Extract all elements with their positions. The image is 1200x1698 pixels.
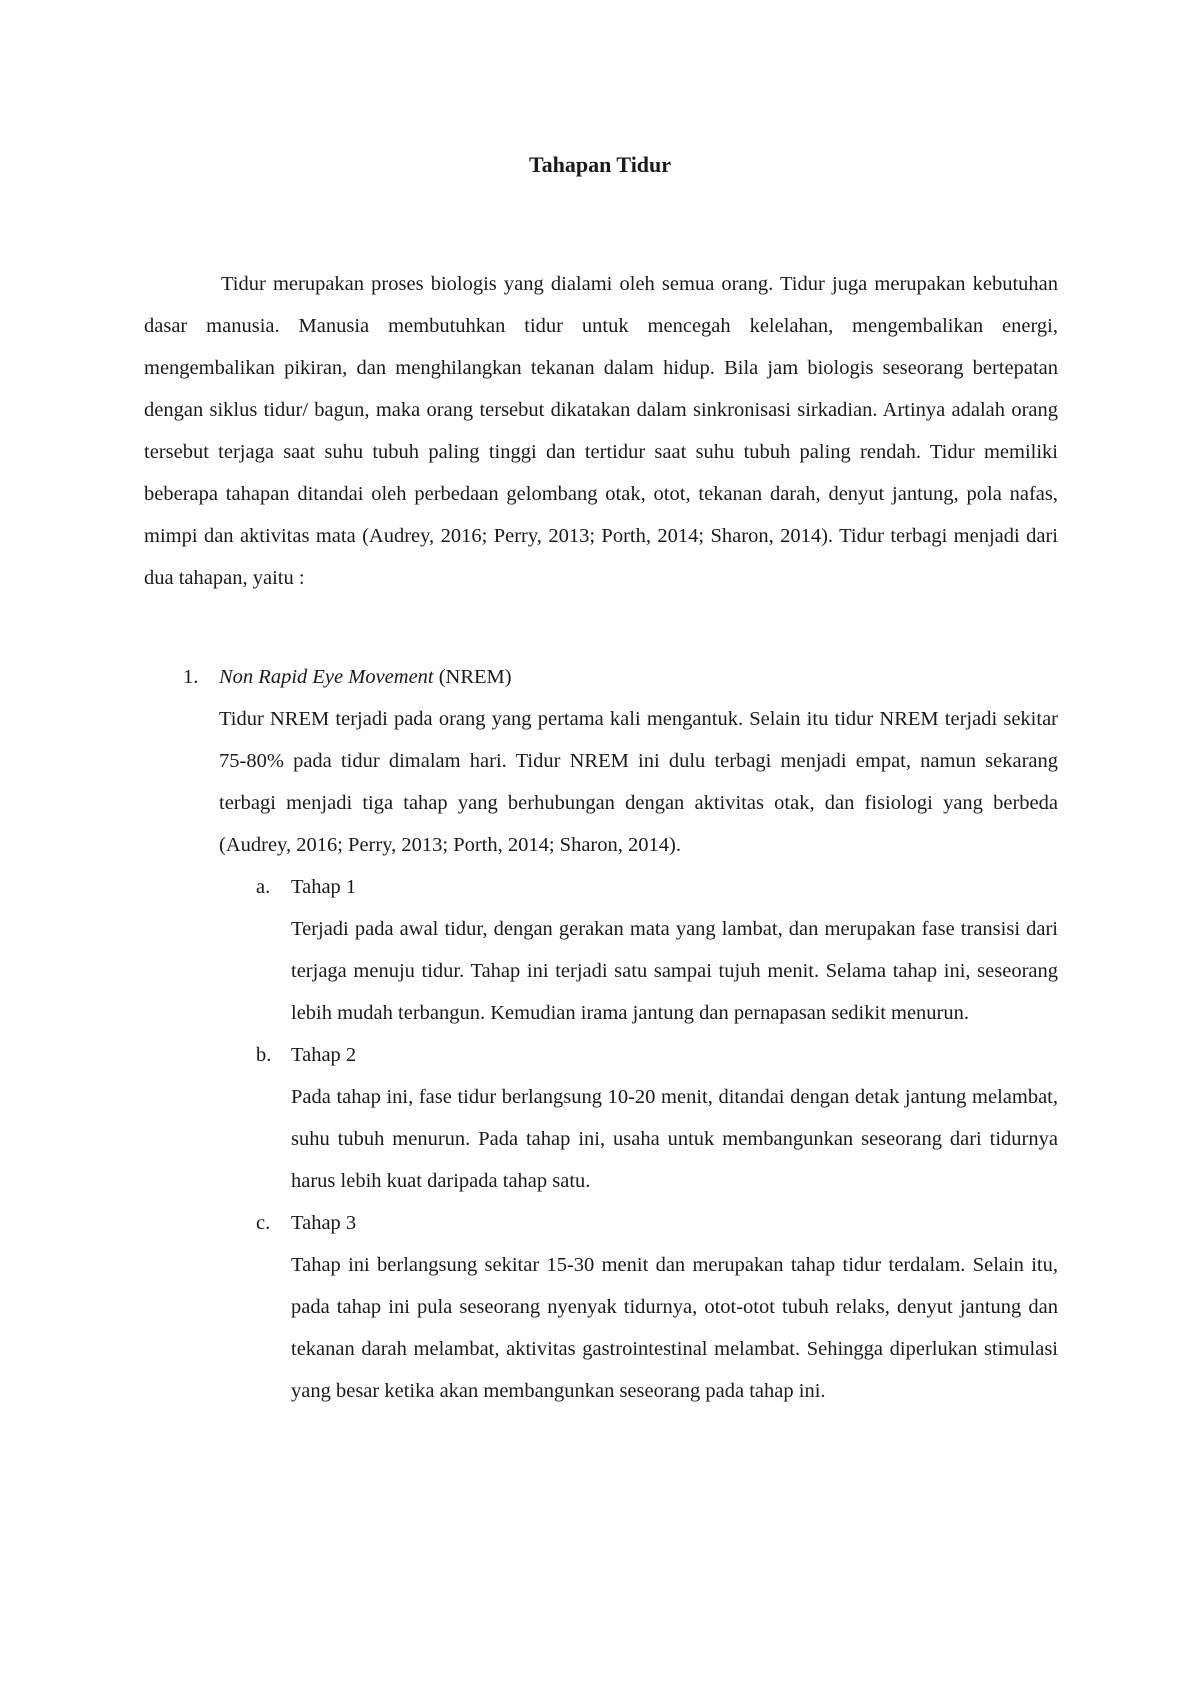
- sub-item-label: Tahap 3: [291, 1212, 357, 1234]
- sub-item-body: Terjadi pada awal tidur, dengan gerakan mata yang lambat, dan merupakan fase transisi dari terjaga menuju tidur. Tahap ini terjadi satu sampai tujuh menit. Selama tahap ini, seseorang lebih mudah terbangun. Kemudian irama jantung dan pernapasan sedikit menurun.: [291, 918, 1058, 1024]
- list-item-body: Tidur NREM terjadi pada orang yang pertama kali mengantuk. Selain itu tidur NREM terjadi sekitar 75-80% pada tidur dimalam hari. Tidur NREM ini dulu terbagi menjadi empat, namun sekarang terbagi menjadi tiga tahap yang berhubungan dengan aktivitas otak, dan fisiologi yang berbeda (Audrey, 2016; Perry, 2013; Porth, 2014; Sharon, 2014).: [219, 708, 1058, 856]
- sub-item-heading: [219, 866, 1058, 908]
- sub-list: [219, 866, 1058, 1412]
- sub-item-letter: b.: [256, 1044, 272, 1066]
- sub-item-heading: [219, 1202, 1058, 1244]
- page-title: Tahapan Tidur: [528, 152, 672, 177]
- list-item-number: 1.: [183, 666, 199, 688]
- list-item-heading: [144, 656, 1058, 698]
- list-item-label-italic: Non Rapid Eye Movement: [219, 666, 434, 688]
- list-item-label-rest: (NREM): [433, 666, 512, 688]
- sub-item-body: Tahap ini berlangsung sekitar 15-30 menit dan merupakan tahap tidur terdalam. Selain itu, pada tahap ini pula seseorang nyenyak tidurnya, otot-otot tubuh relaks, denyut jantung dan tekanan darah melambat, aktivitas gastrointestinal melambat. Sehingga diperlukan stimulasi yang besar ketika akan membangunkan seseorang pada tahap ini.: [291, 1254, 1058, 1402]
- sub-item-body: Pada tahap ini, fase tidur berlangsung 10-20 menit, ditandai dengan detak jantung melambat, suhu tubuh menurun. Pada tahap ini, usaha untuk membangunkan seseorang dari tidurnya harus lebih kuat daripada tahap satu.: [291, 1086, 1058, 1192]
- sub-item-label: Tahap 1: [291, 876, 357, 898]
- numbered-list: [144, 656, 1058, 1412]
- sub-item-heading: [219, 1034, 1058, 1076]
- list-item-label: [219, 656, 512, 698]
- intro-paragraph: Tidur merupakan proses biologis yang dialami oleh semua orang. Tidur juga merupakan kebutuhan dasar manusia. Manusia membutuhkan tidur untuk mencegah kelelahan, mengembalikan energi, mengembalikan pikiran, dan menghilangkan tekanan dalam hidup. Bila jam biologis seseorang bertepatan dengan siklus tidur/ bagun, maka orang tersebut dikatakan dalam sinkronisasi sirkadian. Artinya adalah orang tersebut terjaga saat suhu tubuh paling tinggi dan tertidur saat suhu tubuh paling rendah. Tidur memiliki beberapa tahapan ditandai oleh perbedaan gelombang otak, otot, tekanan darah, denyut jantung, pola nafas, mimpi dan aktivitas mata (Audrey, 2016; Perry, 2013; Porth, 2014; Sharon, 2014). Tidur terbagi menjadi dari dua tahapan, yaitu :: [144, 273, 1058, 589]
- sub-item-label: Tahap 2: [291, 1044, 357, 1066]
- sub-item-letter: a.: [256, 876, 271, 898]
- sub-item-letter: c.: [256, 1212, 271, 1234]
